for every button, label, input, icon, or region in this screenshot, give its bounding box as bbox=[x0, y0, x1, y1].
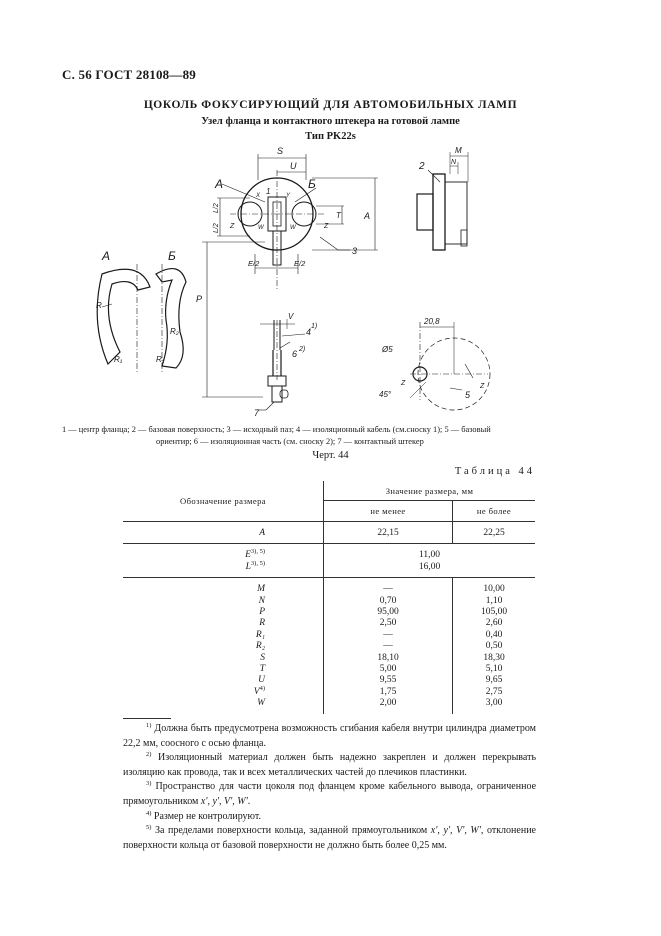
table-caption: Таблица 44 bbox=[454, 466, 535, 477]
footnote-4: $^{4)}$ Размер не контролируют. bbox=[146, 809, 262, 822]
cell-name: A bbox=[123, 522, 324, 544]
footnote-2: $^{2)}$ Изоляционный материал должен быть надежно закреплен и должен перекрывать изоляцию как провода, так и всех металлических частей до плечиков пластинки. bbox=[123, 751, 537, 778]
cell-min: 1,75 bbox=[324, 687, 453, 698]
label-angle-45: 45° bbox=[379, 390, 392, 399]
cell-min: — bbox=[324, 641, 453, 652]
cell-max: 105,00 bbox=[480, 607, 508, 618]
cell-name: $E^{3), 5)}$ bbox=[123, 544, 324, 562]
table-row bbox=[123, 653, 535, 664]
figure-caption: Черт. 44 bbox=[312, 450, 349, 461]
table-row bbox=[123, 596, 535, 607]
label-dim-x1: X bbox=[256, 193, 261, 199]
label-dim-m: M bbox=[455, 146, 462, 155]
label-dim-e12a: E/2 bbox=[248, 259, 260, 268]
cell-max: 0,40 bbox=[485, 629, 503, 640]
cell-max: 2,75 bbox=[485, 686, 503, 697]
label-dim-r2: R₂ bbox=[170, 327, 179, 336]
cell-name: S bbox=[123, 653, 324, 664]
cell-min: — bbox=[324, 630, 453, 641]
cell-value: 11,00 bbox=[418, 550, 441, 561]
table-row bbox=[123, 618, 535, 629]
label-dim-r1b: R₁ bbox=[156, 355, 165, 364]
table-row bbox=[123, 687, 535, 698]
callout-5: 5 bbox=[465, 390, 471, 400]
plug-side-view bbox=[258, 319, 305, 410]
label-dim-n: N bbox=[451, 159, 457, 166]
document-title: ЦОКОЛЬ ФОКУСИРУЮЩИЙ ДЛЯ АВТОМОБИЛЬНЫХ ЛАМП bbox=[143, 99, 518, 111]
label-dim-p: P bbox=[196, 294, 203, 304]
cell-name: R bbox=[123, 618, 324, 629]
footnote-1: $^{1)}$ Должна быть предусмотрена возможность сгибания кабеля внутри цилиндра диаметром 22,2 мм, соосного с осью фланца. bbox=[123, 722, 536, 749]
table-row bbox=[123, 630, 535, 641]
cell-max: 3,00 bbox=[485, 698, 503, 709]
footnote-rule bbox=[123, 718, 171, 719]
footnote-3: $^{3)}$ Пространство для части цоколя под фланцем кроме кабельного вывода, ограниченное прямоугольником x', y', V', W'. bbox=[123, 780, 537, 807]
legend-line-1: 1 — центр фланца; 2 — базовая поверхность; 3 — исходный паз; 4 — изоляционный кабель (см.сноску 1); 5 — базовый bbox=[62, 425, 491, 434]
cell-max: 0,50 bbox=[485, 641, 503, 652]
cell-min: 22,15 bbox=[324, 522, 453, 544]
label-view-a-main: А bbox=[215, 177, 224, 191]
document-subtitle: Узел фланца и контактного штекера на готовой лампе bbox=[201, 116, 460, 127]
note-2-mark: 2) bbox=[299, 346, 306, 353]
table-row bbox=[123, 562, 535, 578]
label-view-b-main: Б bbox=[308, 177, 316, 191]
label-dim-s: S bbox=[277, 146, 284, 156]
cell-min: 95,00 bbox=[324, 607, 453, 618]
label-dim-l12b: L/2 bbox=[213, 223, 220, 233]
cell-name: U bbox=[123, 675, 324, 686]
cell-name: M bbox=[123, 578, 324, 596]
figure-legend bbox=[62, 424, 602, 448]
cell-max: 5,10 bbox=[485, 664, 503, 675]
table-row bbox=[123, 641, 535, 652]
label-dim-phi5: Ø5 bbox=[382, 345, 393, 354]
label-dim-v: V bbox=[288, 312, 294, 321]
reference-view bbox=[410, 322, 490, 410]
note-1-mark: 1) bbox=[311, 323, 318, 330]
label-dim-z1: Z bbox=[230, 223, 235, 230]
header-dimension-value: Значение размера, мм bbox=[324, 481, 536, 501]
label-dim-l12a: L/2 bbox=[213, 203, 220, 213]
cell-name: $V^{4)}$ bbox=[123, 687, 324, 698]
cell-max: 18,30 bbox=[483, 652, 505, 663]
cell-name: W bbox=[123, 698, 324, 713]
label-dim-w2: W bbox=[290, 225, 296, 231]
label-dim-r: R bbox=[96, 301, 102, 310]
header-min: не менее bbox=[324, 501, 453, 522]
cell-name: T bbox=[123, 664, 324, 675]
label-dim-z2: Z bbox=[324, 223, 329, 230]
table-row bbox=[123, 664, 535, 675]
cell-max: 2,60 bbox=[485, 618, 503, 629]
label-view-a-segment: А bbox=[102, 249, 111, 263]
label-dim-208: 20,8 bbox=[424, 317, 440, 326]
table-row bbox=[123, 544, 535, 562]
cell-max: 22,25 bbox=[453, 522, 536, 544]
cell-max: 1,10 bbox=[485, 595, 503, 606]
footnotes bbox=[123, 722, 536, 853]
label-dim-t: T bbox=[336, 211, 341, 220]
label-dim-u: U bbox=[290, 161, 297, 171]
legend-line-2: ориентир; 6 — изоляционная часть (см. сноску 2); 7 — контактный штекер bbox=[156, 437, 424, 446]
callout-4: 4 bbox=[306, 327, 312, 337]
cell-name: $L^{3), 5)}$ bbox=[123, 562, 324, 578]
cell-min: 0,70 bbox=[324, 596, 453, 607]
dimensions-table bbox=[123, 481, 535, 714]
cell-min: — bbox=[324, 578, 453, 596]
page-header: С. 56 ГОСТ 28108—89 bbox=[62, 67, 196, 82]
label-dim-r1a: R₁ bbox=[114, 355, 123, 364]
table-row bbox=[123, 607, 535, 618]
cell-min: 5,00 bbox=[324, 664, 453, 675]
callout-1-main: 1 bbox=[266, 187, 271, 196]
segment-views bbox=[97, 264, 186, 372]
callout-6: 6 bbox=[292, 349, 298, 359]
cell-max: 10,00 bbox=[483, 584, 505, 595]
header-dimension-name: Обозначение размера bbox=[123, 481, 324, 522]
label-dim-y1: Y bbox=[286, 193, 291, 199]
cell-name: R₁ bbox=[123, 630, 324, 641]
table-row bbox=[123, 578, 535, 596]
callout-3-main: 3 bbox=[352, 246, 358, 256]
cell-min: 2,50 bbox=[324, 618, 453, 629]
technical-drawing bbox=[80, 142, 600, 422]
label-view-b-segment: Б bbox=[168, 249, 176, 263]
cell-min: 2,00 bbox=[324, 698, 453, 713]
header-max: не более bbox=[453, 501, 536, 522]
cell-name: N bbox=[123, 596, 324, 607]
label-dim-w1: W bbox=[258, 225, 264, 231]
footnote-5: $^{5)}$ За пределами поверхности кольца, заданной прямоугольником x', y', V', W', отклонение поверхности кольца от базовой поверхности не должно быть более 0,25 мм. bbox=[123, 824, 536, 851]
table-row bbox=[123, 675, 535, 686]
label-dim-a: A bbox=[364, 211, 371, 221]
table-row bbox=[123, 522, 535, 544]
label-dim-z4: Z bbox=[480, 383, 485, 390]
label-dim-e12b: E/2 bbox=[294, 259, 306, 268]
cell-name: P bbox=[123, 607, 324, 618]
cell-min: 9,55 bbox=[324, 675, 453, 686]
flange-side-view bbox=[417, 152, 468, 250]
cell-min: 18,10 bbox=[324, 653, 453, 664]
flange-front-view bbox=[217, 154, 378, 290]
document-type: Тип PK22s bbox=[305, 131, 356, 142]
label-dim-z3: Z bbox=[401, 380, 406, 387]
cell-name: R₂ bbox=[123, 641, 324, 652]
callout-2: 2 bbox=[419, 161, 425, 172]
cell-value: 16,00 bbox=[324, 562, 536, 578]
table-row bbox=[123, 698, 535, 713]
callout-7: 7 bbox=[254, 408, 260, 418]
cell-max: 9,65 bbox=[485, 675, 503, 686]
